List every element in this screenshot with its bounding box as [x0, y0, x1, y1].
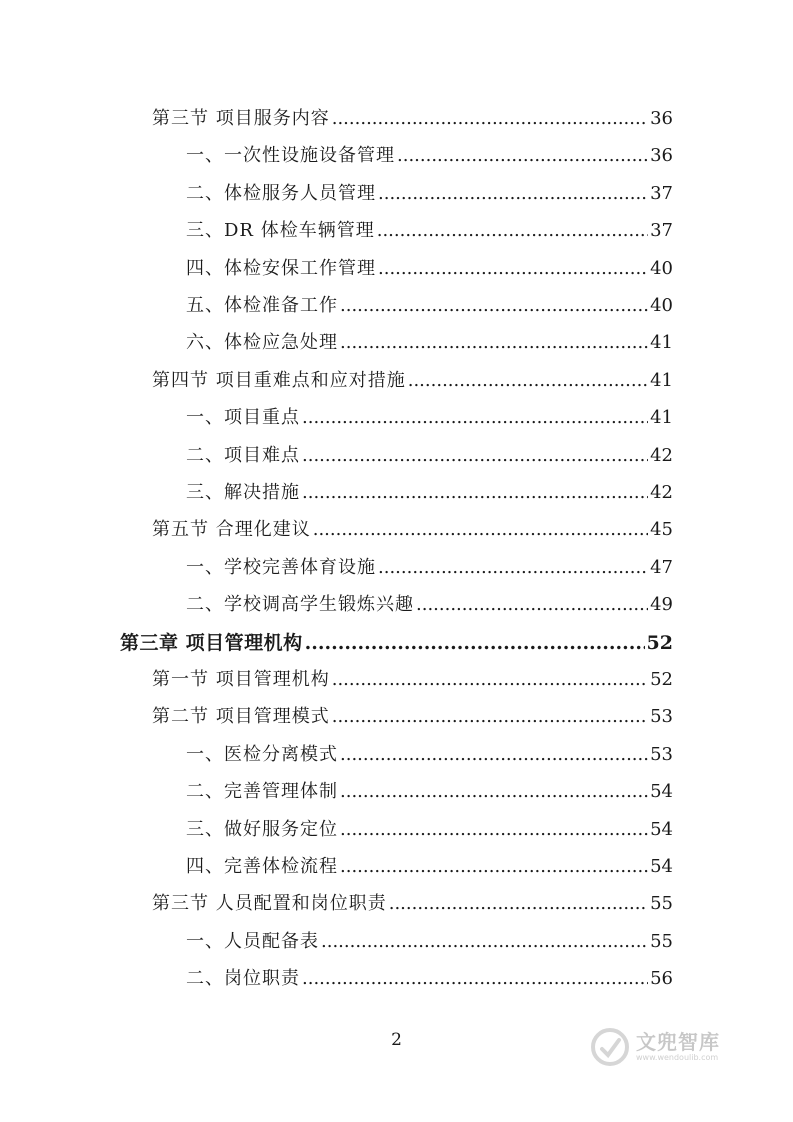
toc-entry-page: 37: [650, 183, 673, 204]
toc-entry-title: 一、人员配备表: [186, 931, 319, 952]
toc-entry-title: 一、医检分离模式: [186, 744, 338, 765]
toc-dot-leader: [340, 742, 648, 768]
toc-entry-title: 三、做好服务定位: [186, 819, 338, 840]
toc-entry-title: 四、完善体检流程: [186, 856, 338, 877]
toc-entry-page: 52: [646, 632, 673, 654]
toc-dot-leader: [340, 854, 648, 880]
toc-dot-leader: [377, 218, 648, 244]
toc-entry[interactable]: [186, 330, 673, 356]
toc-dot-leader: [416, 592, 648, 618]
toc-entry[interactable]: [186, 592, 673, 618]
toc-entry-page: 54: [650, 781, 673, 802]
toc-entry[interactable]: [186, 443, 673, 469]
toc-entry[interactable]: [152, 368, 673, 394]
toc-entry[interactable]: [186, 966, 673, 992]
toc-entry-title: 第二节 项目管理模式: [152, 706, 330, 727]
toc-dot-leader: [332, 667, 648, 693]
page-number: 2: [391, 1030, 402, 1050]
toc-entry-title: 第三章 项目管理机构: [120, 632, 303, 654]
toc-entry-title: 第三节 人员配置和岗位职责: [152, 893, 387, 914]
toc-entry-page: 42: [650, 482, 673, 503]
toc-entry-page: 40: [650, 295, 673, 316]
toc-dot-leader: [397, 143, 648, 169]
toc-entry[interactable]: [186, 929, 673, 955]
toc-entry-page: 41: [650, 332, 673, 353]
toc-entry[interactable]: [186, 480, 673, 506]
toc-entry[interactable]: [186, 742, 673, 768]
toc-dot-leader: [332, 106, 648, 132]
toc-entry-title: 一、一次性设施设备管理: [186, 145, 395, 166]
toc-dot-leader: [340, 330, 648, 356]
toc-dot-leader: [340, 817, 648, 843]
toc-entry-page: 41: [650, 407, 673, 428]
toc-entry-title: 六、体检应急处理: [186, 332, 338, 353]
toc-entry[interactable]: [152, 667, 673, 693]
toc-entry-page: 56: [650, 968, 673, 989]
toc-dot-leader: [340, 293, 648, 319]
toc-dot-leader: [408, 368, 648, 394]
watermark-icon: [590, 1027, 630, 1067]
toc-entry-page: 53: [650, 744, 673, 765]
toc-dot-leader: [302, 443, 648, 469]
toc-entry-title: 二、项目难点: [186, 445, 300, 466]
toc-entry-page: 45: [650, 519, 673, 540]
toc-entry-page: 36: [650, 145, 673, 166]
toc-entry-title: 第五节 合理化建议: [152, 519, 311, 540]
toc-entry-title: 三、解决措施: [186, 482, 300, 503]
toc-dot-leader: [302, 480, 648, 506]
toc-entry-page: 49: [650, 594, 673, 615]
toc-entry-page: 54: [650, 856, 673, 877]
toc-dot-leader: [302, 405, 648, 431]
toc-entry-page: 52: [650, 669, 673, 690]
toc-entry-page: 55: [650, 893, 673, 914]
toc-entry[interactable]: [186, 555, 673, 581]
watermark-url: www.wendoulib.com: [636, 1053, 719, 1062]
toc-entry-page: 36: [650, 108, 673, 129]
toc-entry-title: 一、项目重点: [186, 407, 300, 428]
watermark-name: 文兜智库: [636, 1030, 720, 1054]
toc-entry-page: 41: [650, 370, 673, 391]
toc-dot-leader: [378, 555, 648, 581]
toc-entry[interactable]: [186, 181, 673, 207]
toc-entry-page: 55: [650, 931, 673, 952]
toc-dot-leader: [389, 891, 648, 917]
toc-entry-title: 三、DR 体检车辆管理: [186, 220, 375, 241]
toc-dot-leader: [302, 966, 648, 992]
toc-dot-leader: [340, 779, 648, 805]
toc-entry[interactable]: [186, 854, 673, 880]
toc-entry-title: 二、体检服务人员管理: [186, 183, 376, 204]
toc-entry-title: 一、学校完善体育设施: [186, 557, 376, 578]
toc-entry-title: 二、完善管理体制: [186, 781, 338, 802]
toc-entry[interactable]: [186, 405, 673, 431]
toc-entry[interactable]: [120, 630, 673, 656]
toc-dot-leader: [305, 630, 645, 656]
toc-entry-title: 第四节 项目重难点和应对措施: [152, 370, 406, 391]
toc-entry-title: 第一节 项目管理机构: [152, 669, 330, 690]
toc-dot-leader: [321, 929, 648, 955]
toc-entry[interactable]: [152, 517, 673, 543]
toc-entry-page: 53: [650, 706, 673, 727]
toc-dot-leader: [378, 256, 648, 282]
toc-entry-title: 四、体检安保工作管理: [186, 258, 376, 279]
toc-dot-leader: [378, 181, 648, 207]
toc-entry[interactable]: [186, 256, 673, 282]
toc-entry-title: 二、学校调高学生锻炼兴趣: [186, 594, 414, 615]
toc-entry-title: 二、岗位职责: [186, 968, 300, 989]
toc-entry[interactable]: [152, 106, 673, 132]
toc-entry-page: 40: [650, 258, 673, 279]
toc-entry-page: 54: [650, 819, 673, 840]
toc-entry[interactable]: [186, 218, 673, 244]
watermark-logo: [590, 1020, 760, 1074]
toc-dot-leader: [313, 517, 648, 543]
toc-entry[interactable]: [152, 891, 673, 917]
toc-entry-title: 五、体检准备工作: [186, 295, 338, 316]
toc-entry-page: 37: [650, 220, 673, 241]
toc-entry[interactable]: [186, 143, 673, 169]
toc-entry[interactable]: [152, 704, 673, 730]
toc-entry-page: 47: [650, 557, 673, 578]
toc-entry[interactable]: [186, 293, 673, 319]
toc-dot-leader: [332, 704, 648, 730]
toc-entry[interactable]: [186, 779, 673, 805]
toc-entry[interactable]: [186, 817, 673, 843]
toc-entry-page: 42: [650, 445, 673, 466]
toc-entry-title: 第三节 项目服务内容: [152, 108, 330, 129]
